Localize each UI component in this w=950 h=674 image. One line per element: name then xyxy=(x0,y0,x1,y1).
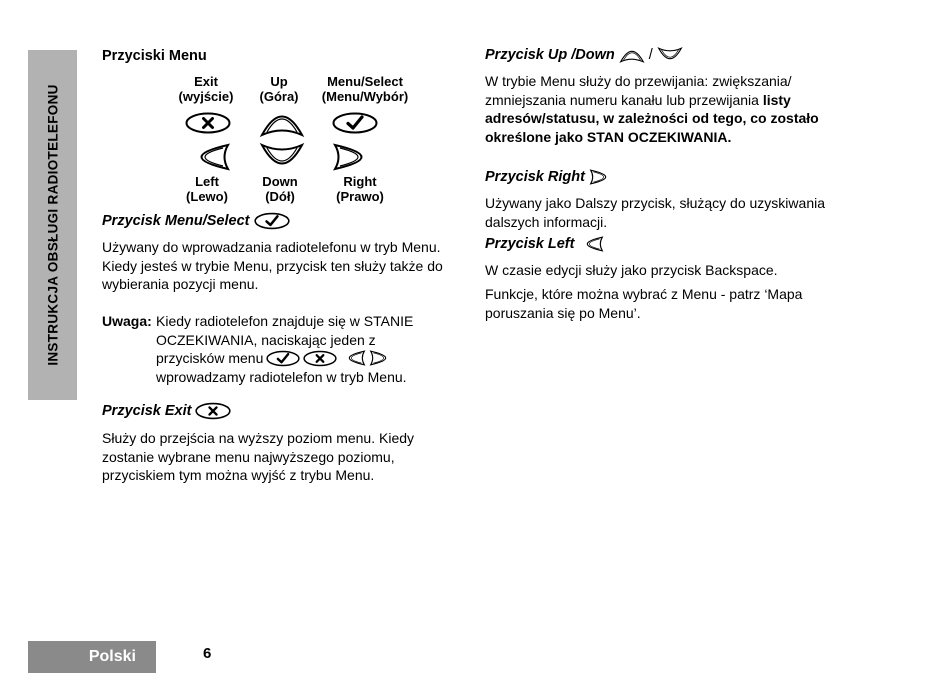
left-icon xyxy=(578,235,604,253)
right-icon xyxy=(369,349,395,367)
exit-icon xyxy=(185,112,231,134)
exit-icon xyxy=(303,350,337,367)
exit-text: Służy do przejścia na wyższy poziom menu. Kiedy zostanie wybrane menu najwyższego poziomu, przyciskiem tym można wyjść z trybu Menu. xyxy=(102,430,415,483)
updown-heading: Przycisk Up /Down / xyxy=(485,46,683,64)
right-icon xyxy=(589,168,615,186)
label-right: Right (Prawo) xyxy=(336,174,384,204)
exit-icon xyxy=(195,402,231,420)
label-up: Up (Góra) xyxy=(259,74,299,104)
functions-text: Funkcje, które można wybrać z Menu - patrz ‘Mapa poruszania się po Menu’. xyxy=(485,286,803,321)
select-icon xyxy=(332,112,378,134)
label-menu-select: Menu/Select (Menu/Wybór) xyxy=(321,74,409,104)
label-down: Down (Dół) xyxy=(262,174,298,204)
page-number: 6 xyxy=(203,645,212,662)
left-icon xyxy=(185,142,231,172)
note-text: Kiedy radiotelefon znajduje się w STANIE OCZEKIWANIA, naciskając jeden z przycisków menu wprowadzamy radiotelefon w tryb Menu. xyxy=(156,313,414,385)
select-icon xyxy=(254,212,290,230)
menu-select-text: Używany do wprowadzania radiotelefonu w tryb Menu. Kiedy jesteś w trybie Menu, przycisk ten służy także do wybierania pozycji menu. xyxy=(102,239,443,292)
sidebar-tab xyxy=(28,50,77,400)
buttons-heading: Przyciski Menu xyxy=(102,48,207,64)
left-icon xyxy=(340,349,366,367)
label-left: Left (Lewo) xyxy=(186,174,228,204)
select-icon xyxy=(266,350,300,367)
menu-select-heading: Przycisk Menu/Select xyxy=(102,212,290,230)
note-label: Uwaga: xyxy=(102,313,152,329)
right-text: Używany jako Dalszy przycisk, służący do uzyskiwania dalszych informacji. xyxy=(485,195,825,230)
down-icon xyxy=(657,46,683,64)
sidebar-title: INSTRUKCJA OBSŁUGI RADIOTELEFONU xyxy=(45,84,60,366)
left-heading: Przycisk Left xyxy=(485,235,604,253)
exit-heading: Przycisk Exit xyxy=(102,402,231,420)
down-icon xyxy=(259,142,305,172)
right-heading: Przycisk Right xyxy=(485,168,615,186)
up-icon xyxy=(259,108,305,138)
left-text: W czasie edycji służy jako przycisk Backspace. xyxy=(485,262,778,278)
updown-text: W trybie Menu służy do przewijania: zwiększania/ zmniejszania numeru kanału lub przewijania listy adresów/statusu, w zależności od tego, co zostało określone jako STAN OCZEKIWANIA. xyxy=(485,73,819,145)
label-exit: Exit (wyjście) xyxy=(178,74,234,104)
language-tab: Polski xyxy=(28,641,156,673)
up-icon xyxy=(619,46,645,64)
right-icon xyxy=(332,142,378,172)
